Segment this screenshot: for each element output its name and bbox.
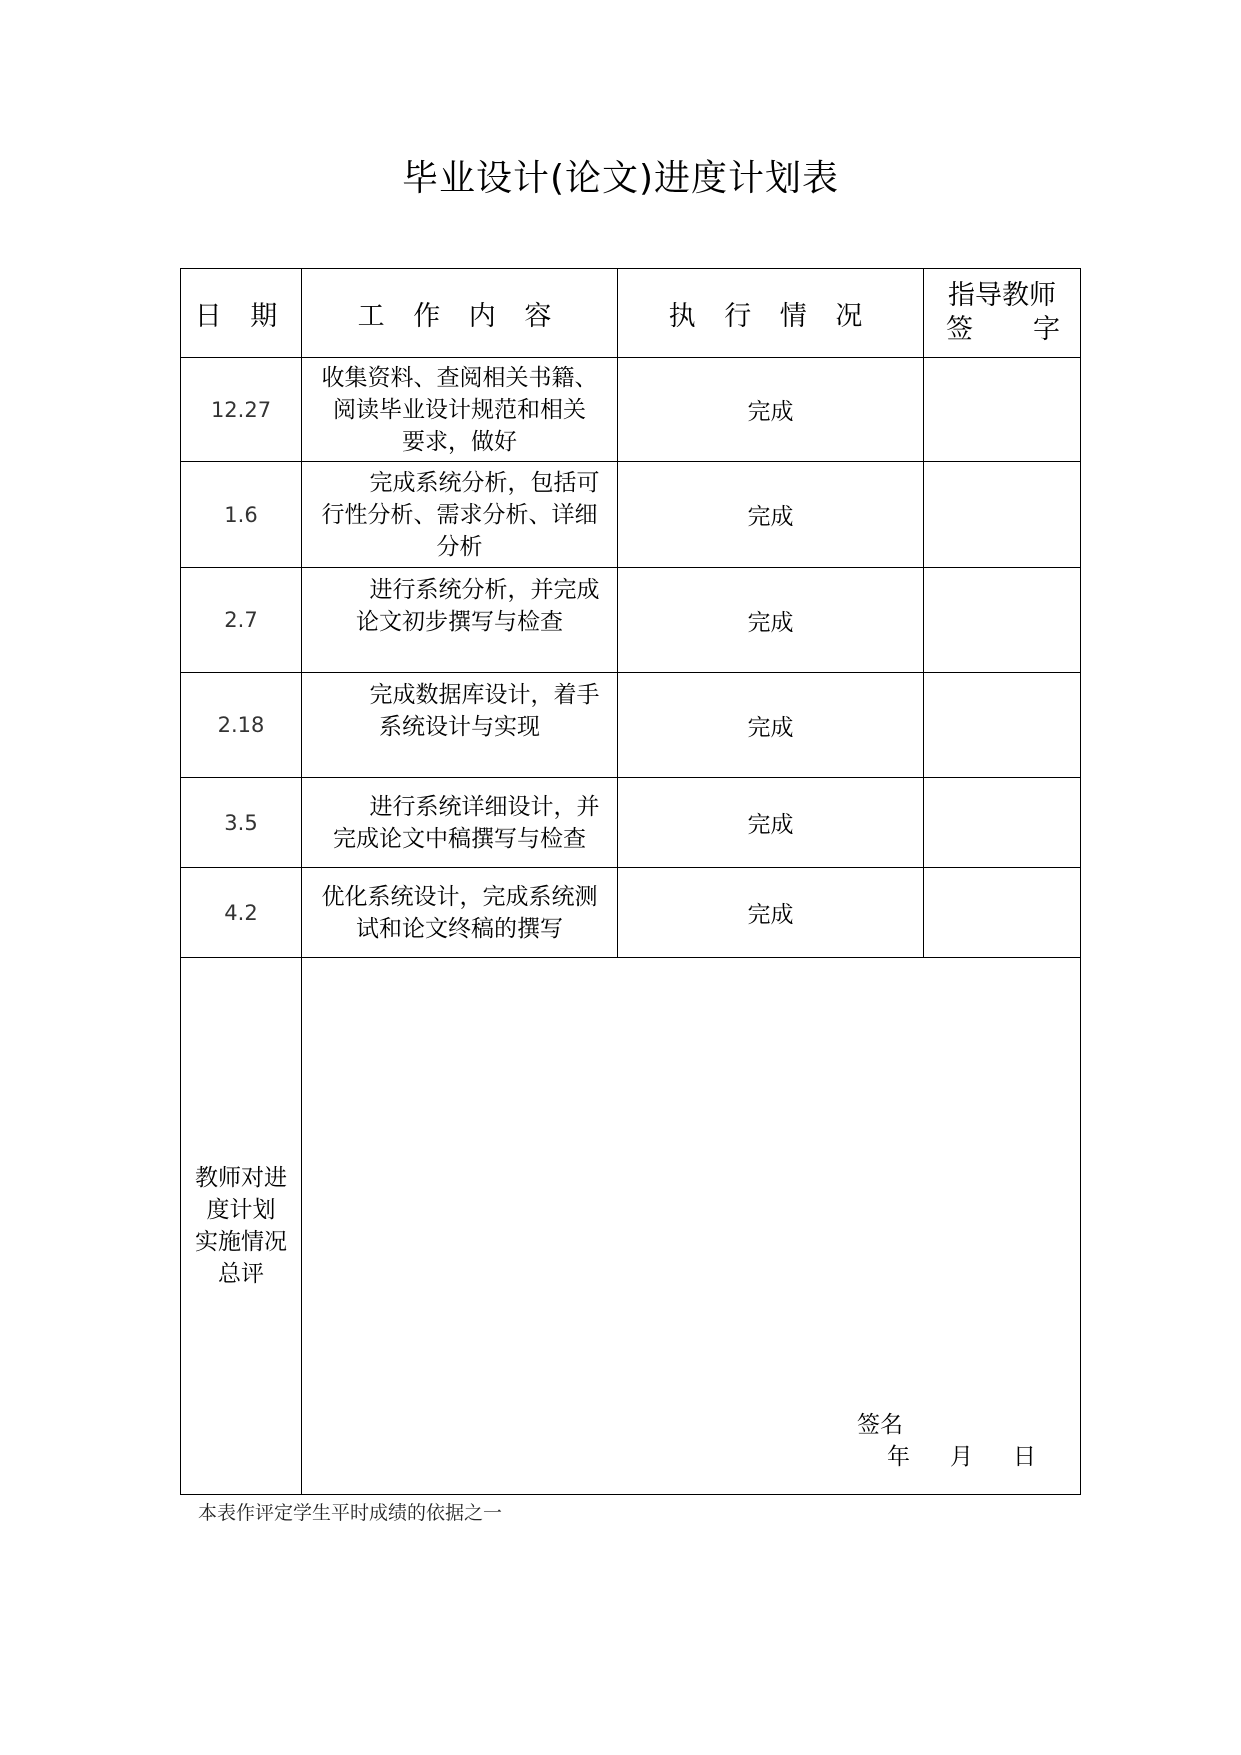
header-row — [181, 269, 1081, 358]
row-sign-cell — [924, 568, 1081, 673]
table-row — [181, 673, 1081, 778]
row-content — [302, 778, 618, 868]
table-row — [181, 778, 1081, 868]
content-line: 阅读毕业设计规范和相关 — [333, 396, 586, 423]
row-content — [302, 568, 618, 673]
evaluation-row — [181, 958, 1081, 1495]
schedule-table — [180, 268, 1081, 1495]
header-sign-line2 — [924, 313, 1080, 347]
content-line: 行性分析、需求分析、详细 — [321, 501, 598, 528]
evaluation-label-line: 实施情况 — [195, 1229, 287, 1255]
row-sign-cell — [924, 673, 1081, 778]
content-line: 试和论文终稿的撰写 — [356, 915, 563, 942]
signature-day: 日 — [1013, 1444, 1036, 1470]
header-status: 执 行 情 况 — [618, 269, 924, 358]
table-row — [181, 568, 1081, 673]
content-line: 要求，做好 — [402, 428, 517, 455]
header-content: 工 作 内 容 — [302, 269, 618, 358]
content-line: 论文初步撰写与检查 — [356, 609, 563, 635]
evaluation-comment-area[interactable] — [302, 958, 1081, 1495]
header-sign-char-b: 字 — [1033, 314, 1060, 345]
row-content — [302, 358, 618, 462]
row-date: 4.2 — [181, 868, 302, 958]
table-row — [181, 868, 1081, 958]
table-row — [181, 462, 1081, 568]
row-date: 2.18 — [181, 673, 302, 778]
content-line: 进行系统分析，并完成 — [369, 577, 600, 603]
content-line: 分析 — [436, 533, 483, 560]
table-row — [181, 358, 1081, 462]
header-sign-char-a: 签 — [946, 314, 973, 345]
signature-year: 年 — [887, 1444, 910, 1470]
evaluation-label-line: 度计划 — [206, 1197, 276, 1223]
page-title: 毕业设计(论文)进度计划表 — [401, 158, 840, 199]
content-line: 进行系统详细设计，并 — [369, 793, 600, 820]
row-sign-cell — [924, 462, 1081, 568]
row-content — [302, 462, 618, 568]
content-line: 完成系统分析，包括可 — [369, 469, 600, 496]
row-status: 完成 — [618, 568, 924, 673]
evaluation-label-line: 总评 — [218, 1261, 264, 1287]
row-status: 完成 — [618, 868, 924, 958]
content-line: 系统设计与实现 — [379, 714, 540, 740]
content-line: 优化系统设计，完成系统测 — [321, 883, 598, 910]
content-line: 完成论文中稿撰写与检查 — [333, 825, 586, 852]
row-date: 2.7 — [181, 568, 302, 673]
signature-label: 签名 — [857, 1412, 903, 1438]
header-date: 日 期 — [181, 269, 302, 358]
row-sign-cell — [924, 358, 1081, 462]
row-sign-cell — [924, 778, 1081, 868]
header-sign — [924, 269, 1081, 358]
content-line: 完成数据库设计，着手 — [369, 682, 600, 708]
row-content — [302, 868, 618, 958]
signature-date — [887, 1438, 1036, 1471]
row-content — [302, 673, 618, 778]
evaluation-label — [181, 958, 302, 1495]
row-date: 1.6 — [181, 462, 302, 568]
row-status: 完成 — [618, 462, 924, 568]
row-date: 3.5 — [181, 778, 302, 868]
content-line: 收集资料、查阅相关书籍、 — [321, 364, 598, 391]
row-status: 完成 — [618, 358, 924, 462]
row-status: 完成 — [618, 673, 924, 778]
header-sign-line1: 指导教师 — [948, 280, 1056, 311]
row-date: 12.27 — [181, 358, 302, 462]
signature-month: 月 — [950, 1444, 973, 1470]
row-status: 完成 — [618, 778, 924, 868]
evaluation-label-line: 教师对进 — [195, 1165, 287, 1191]
row-sign-cell — [924, 868, 1081, 958]
footnote: 本表作评定学生平时成绩的依据之一 — [198, 1502, 503, 1524]
